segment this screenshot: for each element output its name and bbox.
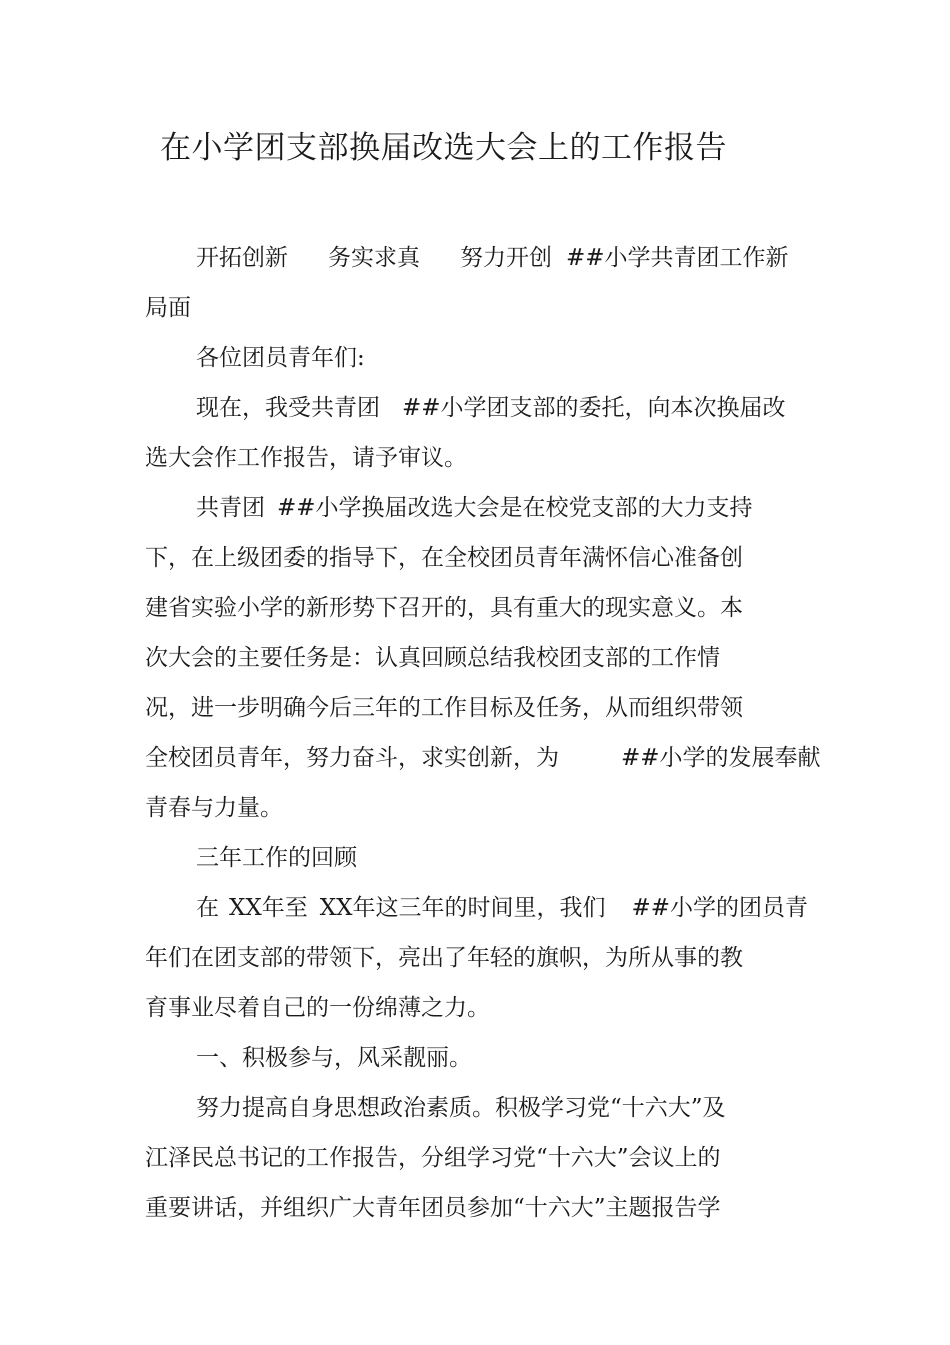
paragraph-2-line-5: 况，进一步明确今后三年的工作目标及任务，从而组织带领	[145, 695, 743, 721]
paragraph-4-line-1: 努力提高自身思想政治素质。积极学习党“十六大”及	[196, 1095, 726, 1121]
paragraph-2-line-2: 下，在上级团委的指导下，在全校团员青年满怀信心准备创	[145, 545, 743, 571]
salutation: 各位团员青年们:	[196, 345, 365, 371]
paragraph-3-text-d: ##小学的团员青	[631, 895, 809, 921]
paragraph-2-line-3: 建省实验小学的新形势下召开的，具有重大的现实意义。本	[145, 595, 743, 621]
paragraph-2-line-7: 青春与力量。	[145, 795, 283, 821]
paragraph-2-line-4: 次大会的主要任务是：认真回顾总结我校团支部的工作情	[145, 645, 720, 671]
paragraph-2-text-b: ##小学换届改选大会是在校党支部的大力支持	[277, 495, 753, 521]
paragraph-4-line-3: 重要讲话，并组织广大青年团员参加“十六大”主题报告学	[145, 1195, 721, 1221]
report-heading-line-1	[196, 243, 789, 273]
heading-part-1: 开拓创新	[196, 245, 288, 271]
paragraph-1-line-1	[196, 393, 786, 423]
document-title: 在小学团支部换届改选大会上的工作报告	[160, 130, 727, 166]
heading-part-2: 务实求真	[328, 245, 420, 271]
paragraph-3-line-2: 年们在团支部的带领下，亮出了年轻的旗帜，为所从事的教	[145, 945, 743, 971]
paragraph-3-text-b: XX年至	[229, 895, 308, 921]
paragraph-3-text-c: XX年这三年的时间里，我们	[319, 895, 606, 921]
paragraph-3-line-1	[196, 893, 808, 923]
section-heading: 三年工作的回顾	[196, 845, 357, 871]
paragraph-4-line-2: 江泽民总书记的工作报告，分组学习党“十六大”会议上的	[145, 1145, 721, 1171]
heading-part-3: 努力开创	[460, 245, 552, 271]
report-heading-line-2: 局面	[145, 295, 191, 321]
paragraph-2-line-1	[196, 493, 753, 523]
paragraph-1-line-2: 选大会作工作报告，请予审议。	[145, 445, 467, 471]
paragraph-3-text-a: 在	[196, 895, 219, 921]
paragraph-3-line-3: 育事业尽着自己的一份绵薄之力。	[145, 995, 490, 1021]
paragraph-1-text-a: 现在，我受共青团	[196, 395, 380, 421]
paragraph-1-text-b: ##小学团支部的委托，向本次换届改	[402, 395, 786, 421]
heading-part-4: ##小学共青团工作新	[566, 245, 789, 271]
paragraph-2-text-6a: 全校团员青年，努力奋斗，求实创新，为	[145, 745, 559, 771]
paragraph-2-text-a: 共青团	[196, 495, 265, 521]
subheading-1: 一、积极参与，风采靓丽。	[196, 1045, 472, 1071]
paragraph-2-line-6	[145, 743, 821, 773]
paragraph-2-text-6b: ##小学的发展奉献	[621, 745, 821, 771]
